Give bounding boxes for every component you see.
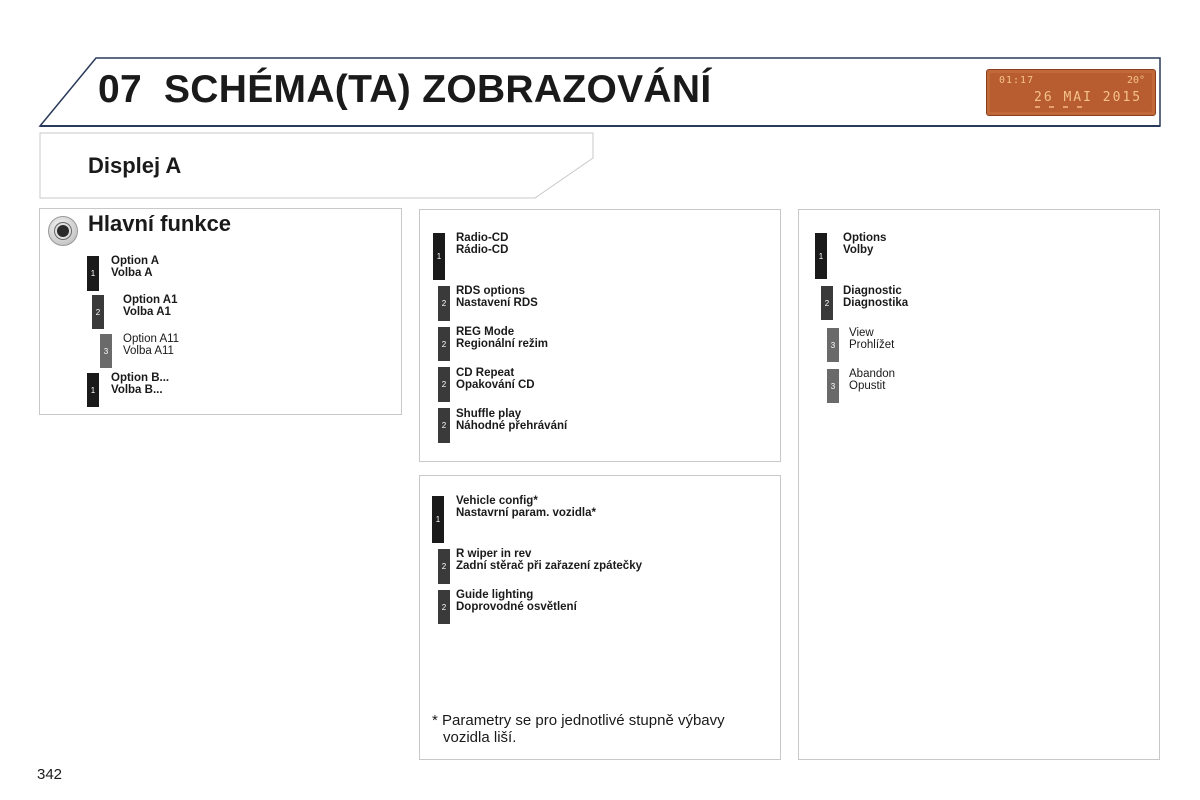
item-label-cz: Nastavení RDS — [456, 297, 538, 309]
item-label-en: Vehicle config* — [456, 495, 538, 507]
section-title: Displej A — [88, 153, 182, 178]
display-time: 01:17 — [999, 75, 1035, 86]
level-marker: 2 — [92, 295, 104, 329]
page-number: 342 — [37, 766, 63, 783]
item-label-en: Option A1 — [123, 294, 178, 306]
level-marker: 3 — [827, 328, 839, 362]
item-label-en: Option A11 — [123, 333, 180, 345]
display-screen — [986, 69, 1156, 116]
item-label-en: Abandon — [849, 368, 896, 380]
item-label-en: View — [849, 327, 874, 339]
level-marker: 1 — [815, 233, 827, 279]
item-label-cz: Opakování CD — [456, 379, 535, 391]
item-label-en: Diagnostic — [843, 285, 902, 297]
item-label-en: Options — [843, 232, 887, 244]
level-marker: 2 — [438, 549, 450, 584]
item-label-en: Option B... — [111, 372, 170, 384]
item-label-cz: Volby — [843, 244, 874, 256]
item-label-cz: Prohlížet — [849, 339, 895, 351]
footnote-line: vozidla liší. — [443, 729, 517, 746]
level-marker: 2 — [438, 590, 450, 624]
item-label-en: REG Mode — [456, 326, 515, 338]
item-label-en: R wiper in rev — [456, 548, 532, 560]
level-marker: 3 — [827, 369, 839, 403]
footnote — [432, 712, 772, 746]
display-date: 26 MAI 2015 — [1034, 90, 1143, 105]
level-marker: 1 — [433, 233, 445, 280]
chapter-name: SCHÉMA(TA) ZOBRAZOVÁNÍ — [163, 68, 712, 111]
main-functions-title: Hlavní funkce — [88, 211, 232, 236]
level-marker: 3 — [100, 334, 112, 368]
item-label-cz: Nastavrní param. vozidla* — [456, 507, 596, 519]
level-marker: 1 — [432, 496, 444, 543]
item-label-cz: Volba A1 — [123, 306, 171, 318]
level-marker: 2 — [438, 408, 450, 443]
lighting-icon — [48, 216, 78, 246]
item-label-en: Option A — [111, 255, 160, 267]
level-marker: 2 — [438, 286, 450, 321]
level-marker: 2 — [438, 367, 450, 402]
chapter-number: 07 — [98, 68, 142, 111]
item-label-cz: Regionální režim — [456, 338, 549, 350]
item-label-cz: Zadní stěrač při zařazení zpátečky — [456, 560, 642, 572]
item-label-en: Guide lighting — [456, 589, 534, 601]
item-label-cz: Rádio-CD — [456, 244, 509, 256]
chapter-header — [0, 0, 1200, 130]
chapter-title — [98, 68, 711, 112]
item-label-en: CD Repeat — [456, 367, 515, 379]
display-temperature: 20° — [1126, 75, 1145, 86]
item-label-cz: Doprovodné osvětlení — [456, 601, 577, 613]
item-label-cz: Diagnostika — [843, 297, 909, 309]
level-marker: 2 — [438, 327, 450, 361]
footnote-line: * Parametry se pro jednotlivé stupně výbavy — [432, 712, 725, 729]
level-marker: 1 — [87, 256, 99, 291]
item-label-en: Radio-CD — [456, 232, 509, 244]
item-label-en: Shuffle play — [456, 408, 522, 420]
item-label-en: RDS options — [456, 285, 525, 297]
item-label-cz: Volba A11 — [123, 345, 174, 357]
item-label-cz: Náhodné přehrávání — [456, 420, 568, 432]
item-label-cz: Volba A — [111, 267, 153, 279]
level-marker: 2 — [821, 286, 833, 320]
item-label-cz: Opustit — [849, 380, 886, 392]
level-marker: 1 — [87, 373, 99, 407]
item-label-cz: Volba B... — [111, 384, 163, 396]
display-indicators — [1035, 106, 1105, 109]
